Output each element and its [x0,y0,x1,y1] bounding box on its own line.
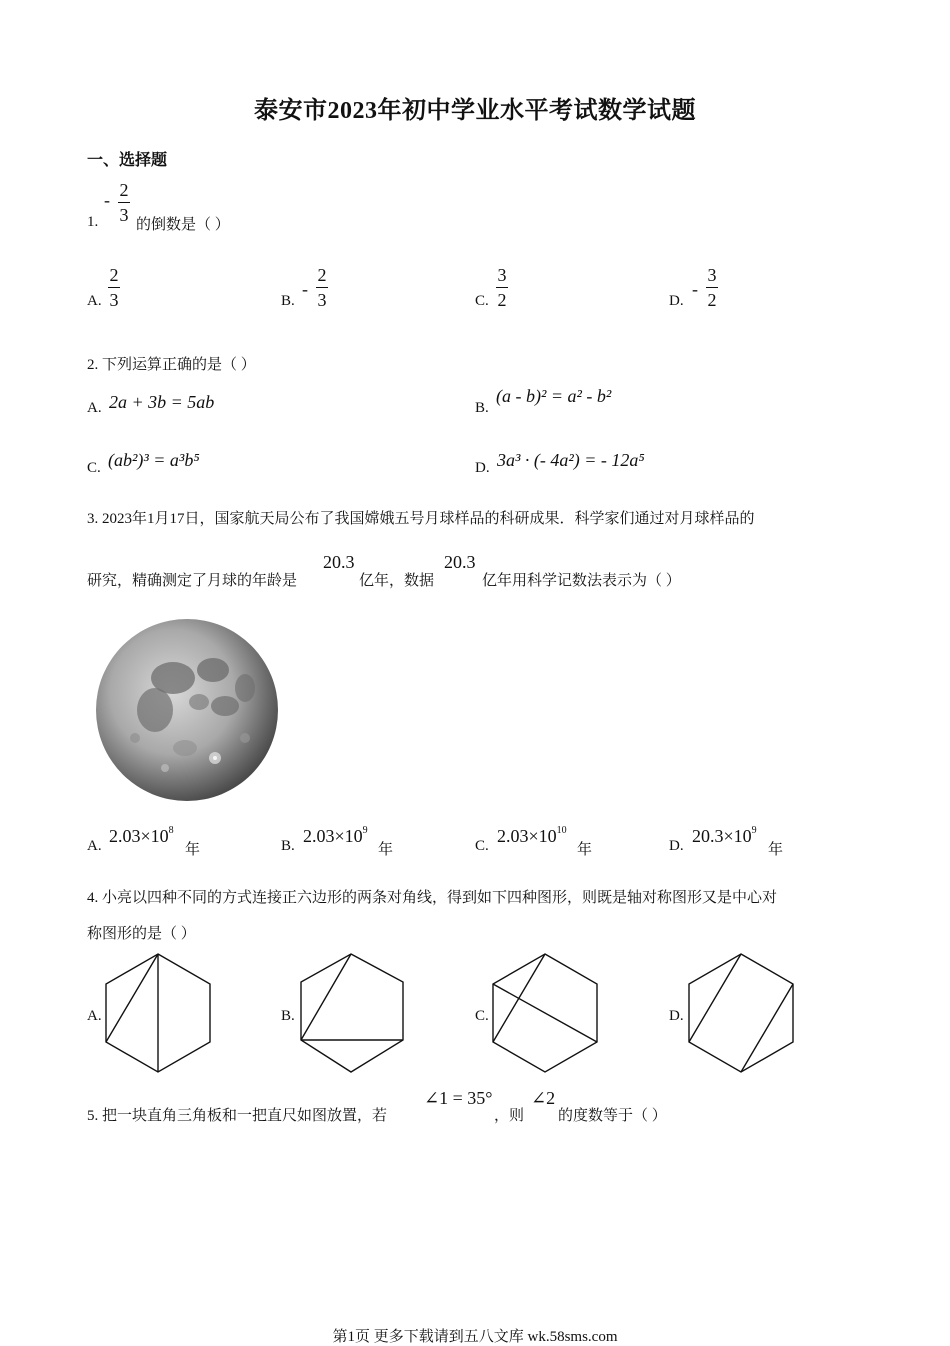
q1-number: 1. [87,214,99,230]
sci-mantissa: 20.3×10 [692,826,752,846]
q3-line-2-part-c: 亿年用科学记数法表示为（ ） [482,573,681,589]
q1-option-d-label: D. [669,293,684,309]
page-footer: 第1页 更多下载请到五八文库 wk.58sms.com [332,1329,618,1345]
q3-line-2-part-b: 亿年，数据 [359,573,435,589]
fraction-denominator: 3 [109,290,119,310]
q1-option-a-fraction [108,265,120,310]
q4-figure-b [299,952,405,1074]
q2-option-b-expr: (a - b)² = a² - b² [496,386,612,406]
fraction-denominator: 2 [497,290,507,310]
page-title: 泰安市2023年初中学业水平考试数学试题 [254,98,696,124]
q5-text-b: ，则 [494,1108,525,1124]
q4-figure-c [491,952,599,1074]
section-heading: 一、选择题 [87,152,168,169]
q1-option-b-label: B. [281,293,295,309]
q2-option-d-expr: 3a³ · (- 4a²) = - 12a⁵ [497,450,645,470]
moon-image [95,618,279,807]
q1-option-b-sign: - [302,279,308,299]
q2-option-c-label: C. [87,460,101,476]
fraction-numerator: 3 [497,265,507,285]
q3-option-d-expr [692,826,757,847]
q1-option-a-label: A. [87,293,102,309]
q3-option-b-expr [303,826,368,847]
fraction-numerator: 3 [707,265,717,285]
q4-option-a-label: A. [87,1008,102,1024]
q3-option-a-label: A. [87,838,102,854]
q3-option-d-label: D. [669,838,684,854]
fraction-numerator: 2 [109,265,119,285]
q1-stem-sign: - [104,190,110,210]
fraction-numerator: 2 [119,180,129,200]
q4-line-2: 称图形的是（ ） [87,926,196,942]
q3-option-b-unit: 年 [378,842,394,858]
q4-line-1: 4. 小亮以四种不同的方式连接正六边形的两条对角线，得到如下四种图形，则既是轴对称图形又是中心对 [87,890,778,906]
q5-angle-1: ∠1 = 35° [424,1088,493,1108]
q3-option-d-unit: 年 [768,842,784,858]
q1-option-c-label: C. [475,293,489,309]
fraction-denominator: 3 [119,205,129,225]
q3-option-b-label: B. [281,838,295,854]
q4-option-b-label: B. [281,1008,295,1024]
q4-option-d-label: D. [669,1008,684,1024]
q2-stem: 2. 下列运算正确的是（ ） [87,357,256,373]
q3-option-c-unit: 年 [577,842,593,858]
q1-stem-text: 的倒数是（ ） [136,217,230,233]
q3-line-2-part-a: 研究，精确测定了月球的年龄是 [87,573,298,589]
q3-option-a-unit: 年 [185,842,201,858]
fraction-denominator: 3 [317,290,327,310]
q5-text-a: 5. 把一块直角三角板和一把直尺如图放置，若 [87,1108,388,1124]
q2-option-a-label: A. [87,400,102,416]
q3-value-2: 20.3 [444,552,476,572]
q2-option-b-label: B. [475,400,489,416]
q4-option-c-label: C. [475,1008,489,1024]
q2-option-c-expr: (ab²)³ = a³b⁵ [108,450,200,470]
q3-option-c-expr [497,826,567,847]
q1-stem-fraction [118,180,130,225]
moon-illustration [95,618,279,802]
hexagon-figure-a [103,952,213,1074]
sci-exponent: 8 [168,825,174,836]
q4-figure-a [103,952,213,1074]
q3-option-c-label: C. [475,838,489,854]
hexagon-figure-b [299,952,405,1074]
sci-mantissa: 2.03×10 [497,826,557,846]
q1-option-d-fraction [706,265,718,310]
q4-figure-d [686,952,796,1074]
sci-mantissa: 2.03×10 [303,826,363,846]
sci-exponent: 9 [751,825,757,836]
sci-exponent: 9 [362,825,368,836]
fraction-denominator: 2 [707,290,717,310]
sci-mantissa: 2.03×10 [109,826,169,846]
q3-line-1: 3. 2023年1月17日，国家航天局公布了我国嫦娥五号月球样品的科研成果．科学家们通过对月球样品的 [87,511,755,527]
q3-value-1: 20.3 [323,552,355,572]
sci-exponent: 10 [556,825,567,836]
q1-option-c-fraction [496,265,508,310]
q3-option-a-expr [109,826,174,847]
q1-option-d-sign: - [692,279,698,299]
q5-angle-2: ∠2 [531,1088,556,1108]
q1-option-b-fraction [316,265,328,310]
q5-text-c: 的度数等于（ ） [558,1108,667,1124]
fraction-numerator: 2 [317,265,327,285]
hexagon-figure-c [491,952,599,1074]
hexagon-figure-d [686,952,796,1074]
q2-option-a-expr: 2a + 3b = 5ab [109,392,215,412]
q2-option-d-label: D. [475,460,490,476]
